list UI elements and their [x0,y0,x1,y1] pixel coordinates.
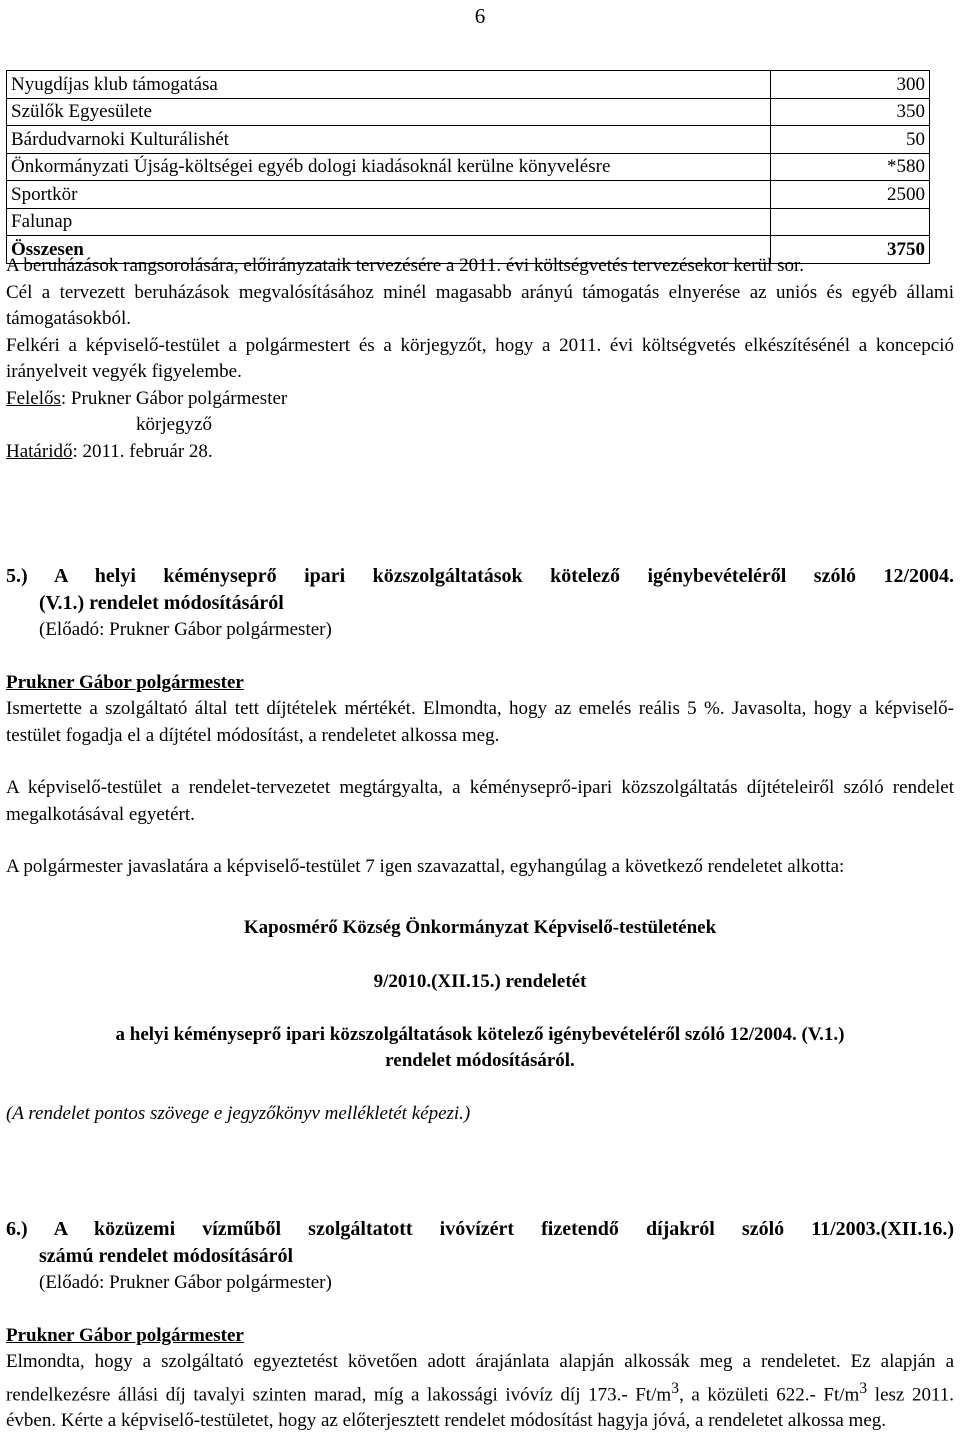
paragraph: Felkéri a képviselő-testület a polgármestert és a körjegyzőt, hogy a 2011. évi költségvetés elkészítésénél a koncepció irányelveit vegyék figyelembe. [6,334,954,382]
speaker-name: Prukner Gábor polgármester [6,671,244,693]
row-label: Sportkör [7,181,771,209]
row-label: Önkormányzati Újság-költségei egyéb dologi kiadásoknál kerülne könyvelésre [7,153,771,181]
table-row [7,126,930,154]
section-title: 6.) A közüzemi vízműből szolgáltatott ivóvízért fizetendő díjakról szóló 11/2003.(XII.16.) [6,1218,954,1240]
table-row [7,181,930,209]
speaker-name: Prukner Gábor polgármester [6,1324,244,1346]
row-amount: 300 [771,71,930,99]
row-label: Szülők Egyesülete [7,98,771,126]
row-amount [771,208,930,236]
superscript: 3 [671,1379,680,1397]
presenter: (Előadó: Prukner Gábor polgármester) [39,1272,332,1293]
speech: Ismertette a szolgáltató által tett díjtételek mértékét. Elmondta, hogy az emelés reális 5 %. Javasolta, hogy a képviselő-testület fogadja el a díjtétel módosítást, a rendeletet alkossa meg. [6,698,954,746]
section-6 [6,1216,954,1435]
paragraph: A beruházások rangsorolására, előirányzataik tervezésére a 2011. évi költségvetés tervezésekor kerül sor. [6,255,805,276]
table-row [7,153,930,181]
responsible-second: körjegyző [136,414,212,435]
row-label: Falunap [7,208,771,236]
section-title: 5.) A helyi kéményseprő ipari közszolgáltatások kötelező igénybevételéről szóló 12/2004. [6,565,954,587]
note: (A rendelet pontos szövege e jegyzőkönyv mellékletét képezi.) [6,1102,471,1124]
table-row [7,71,930,99]
table-row [7,208,930,236]
row-amount: 50 [771,126,930,154]
row-label: Összesen [7,236,771,264]
row-amount: *580 [771,153,930,181]
paragraph: Cél a tervezett beruházások megvalósításához minél magasabb arányú támogatás elnyerése az uniós és egyéb állami támogatásokból. [6,281,954,329]
decree-title-cont: rendelet módosításáról. [385,1050,575,1071]
row-label: Bárdudvarnoki Kulturálishét [7,126,771,154]
speech-part: , a közületi 622.- Ft/m [679,1383,860,1405]
page-number: 6 [474,4,486,28]
responsible-value: : Prukner Gábor polgármester [60,387,288,409]
paragraph: A polgármester javaslatára a képviselő-testület 7 igen szavazattal, egyhangúlag a következő rendeletet alkotta: [6,856,845,877]
speech [6,1349,954,1435]
responsible-line [6,386,954,413]
speech-part: Elmondta, hogy a szolgáltató egyeztetést követően adott árajánlata alapján alkossák meg a rendeletet. Ez alapján a rendelkezésre állási díj tavalyi szinten marad, míg a lakossági ivóvíz díj 173.- Ft/m [6,1351,954,1405]
decree-title: a helyi kéményseprő ipari közszolgáltatások kötelező igénybevételéről szóló 12/2004. (V.1.) [115,1023,845,1045]
decree-number: 9/2010.(XII.15.) rendeletét [373,971,587,992]
section-4-resolution [6,253,954,465]
council-name: Kaposmérő Község Önkormányzat Képviselő-testületének [243,916,717,938]
section-5 [6,563,954,1127]
deadline-value: : 2011. február 28. [72,440,213,462]
section-title-cont: (V.1.) rendelet módosításáról [39,592,284,614]
deadline-label: Határidő [6,440,73,462]
superscript: 3 [859,1379,868,1397]
responsible-label: Felelős [6,387,61,409]
section-title-cont: számú rendelet módosításáról [39,1245,294,1267]
row-amount: 350 [771,98,930,126]
deadline-line [6,439,954,466]
paragraph: A képviselő-testület a rendelet-tervezetet megtárgyalta, a kéményseprő-ipari közszolgáltatás díjtételeiről szóló rendelet megalkotásával egyetért. [6,777,954,825]
speech-part: lesz 2011. évben. Kérte a képviselő-testületet, hogy az előterjesztett rendelet módosítást hagyja jóvá, a rendeletet alkossa meg. [6,1383,954,1432]
row-amount: 2500 [771,181,930,209]
presenter: (Előadó: Prukner Gábor polgármester) [39,619,332,640]
row-amount: 3750 [771,236,930,264]
row-label: Nyugdíjas klub támogatása [7,71,771,99]
table-row [7,98,930,126]
budget-table [6,70,930,264]
